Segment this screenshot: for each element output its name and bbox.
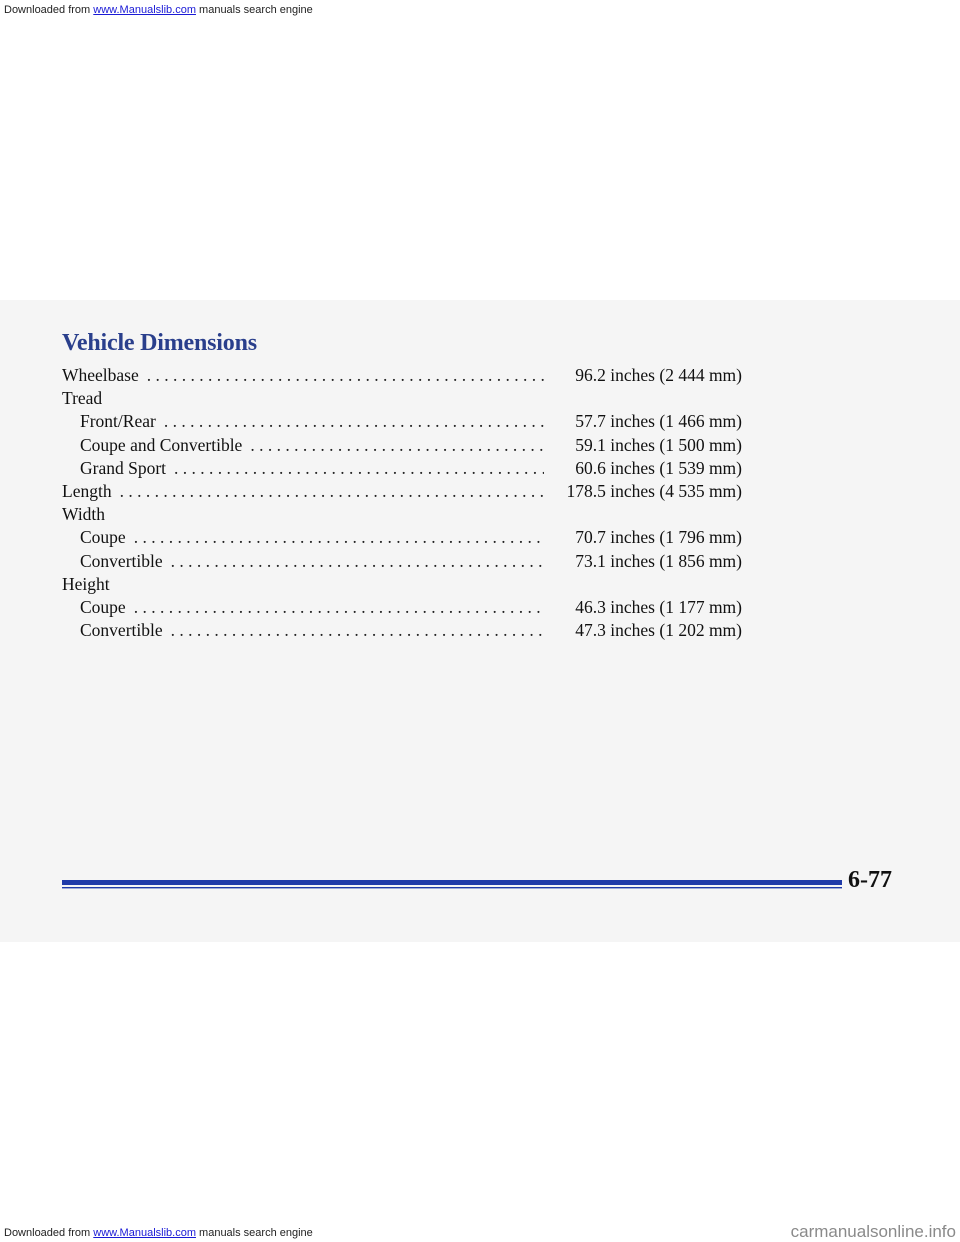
manualslib-link[interactable]: www.Manualslib.com (93, 4, 196, 16)
spec-row (62, 550, 742, 573)
dot-leader (171, 619, 544, 642)
dimensions-list (62, 364, 742, 642)
download-source-note-bottom (4, 1227, 313, 1239)
spec-row (62, 410, 742, 433)
spec-label: Front/Rear (80, 411, 156, 432)
spec-value: 47.3 inches (1 202 mm) (575, 620, 742, 641)
spec-label: Grand Sport (80, 457, 167, 478)
footer-rule-thin (62, 887, 842, 888)
spec-row (62, 619, 742, 642)
spec-group-heading (62, 387, 742, 410)
dot-leader (120, 480, 544, 503)
spec-label: Coupe and Convertible (80, 434, 243, 455)
spec-value: 46.3 inches (1 177 mm) (575, 596, 742, 617)
spec-label: Width (62, 504, 106, 525)
spec-row (62, 457, 742, 480)
spec-group-heading (62, 503, 742, 526)
dot-leader (164, 410, 544, 433)
spec-value: 57.7 inches (1 466 mm) (575, 411, 742, 432)
dot-leader (250, 434, 544, 457)
download-note-suffix: manuals search engine (195, 1227, 313, 1239)
spec-value: 59.1 inches (1 500 mm) (575, 434, 742, 455)
spec-label: Height (62, 573, 110, 594)
spec-label: Convertible (80, 620, 163, 641)
spec-row (62, 434, 742, 457)
spec-label: Tread (62, 388, 103, 409)
download-note-prefix: Downloaded from (4, 1227, 94, 1239)
manualslib-link[interactable]: www.Manualslib.com (93, 1227, 196, 1239)
spec-row (62, 364, 742, 387)
download-note-suffix: manuals search engine (195, 4, 313, 16)
spec-label: Wheelbase (62, 365, 139, 385)
spec-row (62, 526, 742, 549)
page-number: 6-77 (848, 867, 892, 893)
spec-value: 60.6 inches (1 539 mm) (575, 457, 742, 478)
spec-row (62, 480, 742, 503)
download-source-note-top (4, 4, 313, 16)
footer-rule (62, 877, 842, 891)
section-title: Vehicle Dimensions (62, 330, 257, 356)
spec-label: Length (62, 480, 112, 501)
dot-leader (134, 596, 544, 619)
spec-value: 73.1 inches (1 856 mm) (575, 550, 742, 571)
spec-label: Convertible (80, 550, 163, 571)
dot-leader (134, 526, 544, 549)
download-note-prefix: Downloaded from (4, 4, 94, 16)
dot-leader (174, 457, 544, 480)
spec-group-heading (62, 573, 742, 596)
dot-leader (147, 364, 544, 387)
spec-row (62, 596, 742, 619)
spec-label: Coupe (80, 527, 126, 548)
spec-value: 178.5 inches (4 535 mm) (566, 480, 742, 501)
spec-value: 96.2 inches (2 444 mm) (575, 365, 742, 385)
dot-leader (171, 550, 544, 573)
spec-label: Coupe (80, 596, 126, 617)
site-watermark: carmanualsonline.info (790, 1222, 956, 1241)
footer-rule-thick (62, 880, 842, 885)
spec-value: 70.7 inches (1 796 mm) (575, 527, 742, 548)
